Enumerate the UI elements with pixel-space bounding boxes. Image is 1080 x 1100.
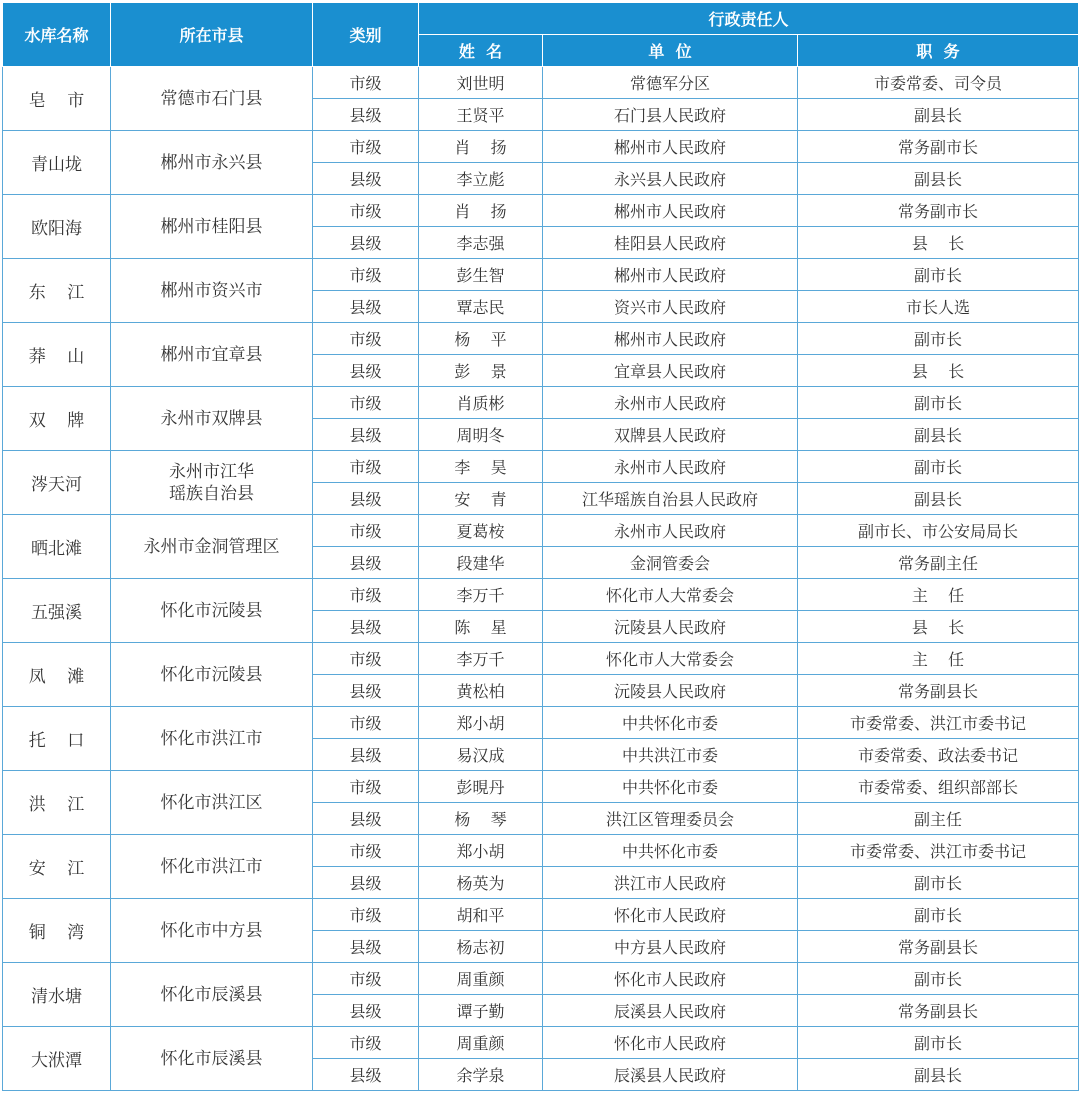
position-cell: 常务副县长 — [798, 995, 1079, 1027]
level-cell: 市级 — [313, 131, 419, 163]
location-cell: 怀化市沅陵县 — [111, 579, 313, 643]
position-cell: 常务副市长 — [798, 131, 1079, 163]
unit-cell: 郴州市人民政府 — [543, 323, 798, 355]
reservoir-name-cell: 青山垅 — [3, 131, 111, 195]
unit-cell: 常德军分区 — [543, 67, 798, 99]
level-cell: 县级 — [313, 291, 419, 323]
unit-cell: 怀化市人民政府 — [543, 899, 798, 931]
level-cell: 市级 — [313, 707, 419, 739]
location-cell: 永州市江华 瑶族自治县 — [111, 451, 313, 515]
position-cell: 市委常委、政法委书记 — [798, 739, 1079, 771]
unit-cell: 桂阳县人民政府 — [543, 227, 798, 259]
unit-cell: 江华瑶族自治县人民政府 — [543, 483, 798, 515]
table-row — [3, 67, 1079, 99]
unit-cell: 宜章县人民政府 — [543, 355, 798, 387]
position-cell: 副市长 — [798, 1027, 1079, 1059]
name-cell: 夏葛桉 — [419, 515, 543, 547]
location-cell: 永州市双牌县 — [111, 387, 313, 451]
level-cell: 县级 — [313, 931, 419, 963]
level-cell: 县级 — [313, 419, 419, 451]
name-cell: 郑小胡 — [419, 707, 543, 739]
position-cell: 主 任 — [798, 643, 1079, 675]
name-cell: 李万千 — [419, 579, 543, 611]
name-cell: 黄松柏 — [419, 675, 543, 707]
table-header — [3, 3, 1079, 67]
header-unit: 单 位 — [543, 35, 798, 67]
unit-cell: 永州市人民政府 — [543, 451, 798, 483]
reservoir-name-cell: 晒北滩 — [3, 515, 111, 579]
header-position: 职 务 — [798, 35, 1079, 67]
position-cell: 副县长 — [798, 99, 1079, 131]
unit-cell: 辰溪县人民政府 — [543, 1059, 798, 1091]
position-cell: 副市长 — [798, 259, 1079, 291]
unit-cell: 石门县人民政府 — [543, 99, 798, 131]
name-cell: 覃志民 — [419, 291, 543, 323]
name-cell: 王贤平 — [419, 99, 543, 131]
reservoir-name-cell: 铜 湾 — [3, 899, 111, 963]
unit-cell: 永州市人民政府 — [543, 387, 798, 419]
name-cell: 陈 星 — [419, 611, 543, 643]
name-cell: 彭晛丹 — [419, 771, 543, 803]
level-cell: 市级 — [313, 771, 419, 803]
table-row — [3, 515, 1079, 547]
unit-cell: 郴州市人民政府 — [543, 259, 798, 291]
unit-cell: 怀化市人大常委会 — [543, 643, 798, 675]
position-cell: 县 长 — [798, 227, 1079, 259]
reservoir-name-cell: 安 江 — [3, 835, 111, 899]
reservoir-name-cell: 莽 山 — [3, 323, 111, 387]
header-category: 类别 — [313, 3, 419, 67]
reservoir-name-cell: 涔天河 — [3, 451, 111, 515]
name-cell: 易汉成 — [419, 739, 543, 771]
level-cell: 县级 — [313, 355, 419, 387]
position-cell: 副市长 — [798, 867, 1079, 899]
name-cell: 安 青 — [419, 483, 543, 515]
location-cell: 怀化市沅陵县 — [111, 643, 313, 707]
table-row — [3, 259, 1079, 291]
unit-cell: 辰溪县人民政府 — [543, 995, 798, 1027]
unit-cell: 怀化市人民政府 — [543, 1027, 798, 1059]
name-cell: 杨 琴 — [419, 803, 543, 835]
name-cell: 李立彪 — [419, 163, 543, 195]
name-cell: 李 昊 — [419, 451, 543, 483]
level-cell: 市级 — [313, 579, 419, 611]
name-cell: 肖 扬 — [419, 195, 543, 227]
position-cell: 副市长 — [798, 387, 1079, 419]
level-cell: 市级 — [313, 451, 419, 483]
name-cell: 周重颜 — [419, 1027, 543, 1059]
location-cell: 常德市石门县 — [111, 67, 313, 131]
table-body — [3, 67, 1079, 1091]
position-cell: 副县长 — [798, 419, 1079, 451]
position-cell: 常务副县长 — [798, 931, 1079, 963]
unit-cell: 金洞管委会 — [543, 547, 798, 579]
position-cell: 副市长 — [798, 963, 1079, 995]
unit-cell: 中共怀化市委 — [543, 771, 798, 803]
name-cell: 李志强 — [419, 227, 543, 259]
name-cell: 彭 景 — [419, 355, 543, 387]
table-row — [3, 835, 1079, 867]
level-cell: 县级 — [313, 611, 419, 643]
reservoir-name-cell: 洪 江 — [3, 771, 111, 835]
level-cell: 市级 — [313, 963, 419, 995]
position-cell: 副市长 — [798, 899, 1079, 931]
unit-cell: 怀化市人大常委会 — [543, 579, 798, 611]
position-cell: 市委常委、司令员 — [798, 67, 1079, 99]
responsibility-table-container — [2, 2, 1078, 1091]
level-cell: 市级 — [313, 259, 419, 291]
position-cell: 市委常委、洪江市委书记 — [798, 707, 1079, 739]
level-cell: 市级 — [313, 643, 419, 675]
position-cell: 常务副主任 — [798, 547, 1079, 579]
level-cell: 县级 — [313, 803, 419, 835]
name-cell: 肖 扬 — [419, 131, 543, 163]
position-cell: 市委常委、组织部部长 — [798, 771, 1079, 803]
level-cell: 市级 — [313, 67, 419, 99]
unit-cell: 资兴市人民政府 — [543, 291, 798, 323]
unit-cell: 永州市人民政府 — [543, 515, 798, 547]
header-name: 姓 名 — [419, 35, 543, 67]
table-row — [3, 643, 1079, 675]
table-row — [3, 707, 1079, 739]
location-cell: 怀化市辰溪县 — [111, 963, 313, 1027]
name-cell: 杨志初 — [419, 931, 543, 963]
header-reservoir: 水库名称 — [3, 3, 111, 67]
name-cell: 李万千 — [419, 643, 543, 675]
table-row — [3, 195, 1079, 227]
unit-cell: 沅陵县人民政府 — [543, 675, 798, 707]
name-cell: 郑小胡 — [419, 835, 543, 867]
unit-cell: 中共洪江市委 — [543, 739, 798, 771]
name-cell: 刘世明 — [419, 67, 543, 99]
level-cell: 市级 — [313, 515, 419, 547]
table-row — [3, 451, 1079, 483]
position-cell: 县 长 — [798, 611, 1079, 643]
level-cell: 市级 — [313, 195, 419, 227]
reservoir-name-cell: 东 江 — [3, 259, 111, 323]
reservoir-name-cell: 双 牌 — [3, 387, 111, 451]
reservoir-name-cell: 欧阳海 — [3, 195, 111, 259]
location-cell: 郴州市资兴市 — [111, 259, 313, 323]
table-row — [3, 1027, 1079, 1059]
location-cell: 郴州市桂阳县 — [111, 195, 313, 259]
position-cell: 常务副县长 — [798, 675, 1079, 707]
table-row — [3, 771, 1079, 803]
level-cell: 县级 — [313, 867, 419, 899]
position-cell: 副市长 — [798, 451, 1079, 483]
unit-cell: 永兴县人民政府 — [543, 163, 798, 195]
position-cell: 副市长 — [798, 323, 1079, 355]
level-cell: 县级 — [313, 163, 419, 195]
location-cell: 怀化市辰溪县 — [111, 1027, 313, 1091]
name-cell: 杨 平 — [419, 323, 543, 355]
name-cell: 段建华 — [419, 547, 543, 579]
level-cell: 县级 — [313, 675, 419, 707]
unit-cell: 郴州市人民政府 — [543, 195, 798, 227]
name-cell: 余学泉 — [419, 1059, 543, 1091]
level-cell: 县级 — [313, 1059, 419, 1091]
reservoir-name-cell: 皂 市 — [3, 67, 111, 131]
level-cell: 市级 — [313, 323, 419, 355]
name-cell: 周重颜 — [419, 963, 543, 995]
unit-cell: 沅陵县人民政府 — [543, 611, 798, 643]
level-cell: 县级 — [313, 227, 419, 259]
unit-cell: 怀化市人民政府 — [543, 963, 798, 995]
location-cell: 怀化市洪江区 — [111, 771, 313, 835]
position-cell: 副主任 — [798, 803, 1079, 835]
name-cell: 胡和平 — [419, 899, 543, 931]
level-cell: 市级 — [313, 899, 419, 931]
name-cell: 杨英为 — [419, 867, 543, 899]
header-location: 所在市县 — [111, 3, 313, 67]
level-cell: 县级 — [313, 995, 419, 1027]
location-cell: 郴州市永兴县 — [111, 131, 313, 195]
unit-cell: 洪江区管理委员会 — [543, 803, 798, 835]
unit-cell: 中共怀化市委 — [543, 835, 798, 867]
position-cell: 主 任 — [798, 579, 1079, 611]
location-cell: 永州市金洞管理区 — [111, 515, 313, 579]
level-cell: 县级 — [313, 739, 419, 771]
table-row — [3, 387, 1079, 419]
reservoir-name-cell: 五强溪 — [3, 579, 111, 643]
table-row — [3, 131, 1079, 163]
position-cell: 常务副市长 — [798, 195, 1079, 227]
reservoir-name-cell: 大洑潭 — [3, 1027, 111, 1091]
table-row — [3, 963, 1079, 995]
level-cell: 县级 — [313, 99, 419, 131]
position-cell: 市委常委、洪江市委书记 — [798, 835, 1079, 867]
unit-cell: 洪江市人民政府 — [543, 867, 798, 899]
location-cell: 郴州市宜章县 — [111, 323, 313, 387]
unit-cell: 郴州市人民政府 — [543, 131, 798, 163]
name-cell: 肖质彬 — [419, 387, 543, 419]
position-cell: 县 长 — [798, 355, 1079, 387]
table-row — [3, 579, 1079, 611]
location-cell: 怀化市中方县 — [111, 899, 313, 963]
location-cell: 怀化市洪江市 — [111, 707, 313, 771]
reservoir-name-cell: 清水塘 — [3, 963, 111, 1027]
level-cell: 市级 — [313, 835, 419, 867]
name-cell: 彭生智 — [419, 259, 543, 291]
location-cell: 怀化市洪江市 — [111, 835, 313, 899]
level-cell: 县级 — [313, 483, 419, 515]
position-cell: 市长人选 — [798, 291, 1079, 323]
name-cell: 周明冬 — [419, 419, 543, 451]
unit-cell: 中方县人民政府 — [543, 931, 798, 963]
position-cell: 副县长 — [798, 483, 1079, 515]
unit-cell: 双牌县人民政府 — [543, 419, 798, 451]
level-cell: 县级 — [313, 547, 419, 579]
position-cell: 副县长 — [798, 163, 1079, 195]
reservoir-name-cell: 凤 滩 — [3, 643, 111, 707]
unit-cell: 中共怀化市委 — [543, 707, 798, 739]
name-cell: 谭子勤 — [419, 995, 543, 1027]
level-cell: 市级 — [313, 387, 419, 419]
table-row — [3, 323, 1079, 355]
position-cell: 副市长、市公安局局长 — [798, 515, 1079, 547]
level-cell: 市级 — [313, 1027, 419, 1059]
reservoir-responsibility-table — [2, 2, 1079, 1091]
table-row — [3, 899, 1079, 931]
header-responsible: 行政责任人 — [419, 3, 1079, 35]
reservoir-name-cell: 托 口 — [3, 707, 111, 771]
position-cell: 副县长 — [798, 1059, 1079, 1091]
